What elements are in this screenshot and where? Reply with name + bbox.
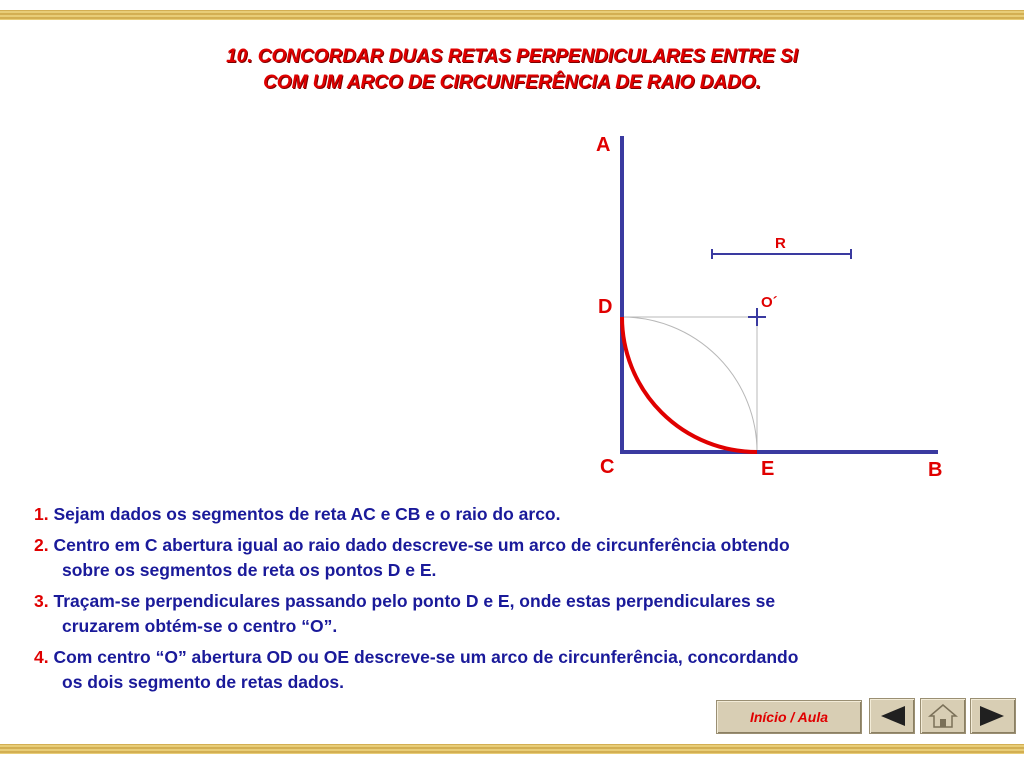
label-point-b: B [928, 459, 943, 481]
title-line-2: COM UM ARCO DE CIRCUNFERÊNCIA DE RAIO DADO. [263, 72, 761, 93]
home-icon [928, 703, 958, 729]
step-2-number: 2. [34, 535, 49, 555]
previous-button[interactable] [869, 698, 915, 734]
step-2-continuation: sobre os segmentos de reta os pontos D e E. [62, 560, 437, 580]
label-point-a: A [596, 134, 611, 156]
title-line-1: 10. CONCORDAR DUAS RETAS PERPENDICULARES ENTRE SI [226, 46, 798, 67]
step-4-text: Com centro “O” abertura OD ou OE descreve-se um arco de circunferência, concordando [53, 647, 799, 667]
step-3-text: Traçam-se perpendiculares passando pelo ponto D e E, onde estas perpendiculares se [53, 591, 776, 611]
step-1 [34, 502, 994, 527]
inicio-aula-label: Início / Aula [749, 709, 829, 725]
step-4-continuation: os dois segmento de retas dados. [62, 672, 345, 692]
step-3 [34, 589, 994, 639]
step-1-text: Sejam dados os segmentos de reta AC e CB e o raio do arco. [53, 504, 561, 524]
step-2 [34, 533, 994, 583]
instruction-steps [34, 502, 994, 701]
next-icon [978, 704, 1008, 728]
tangent-arc [622, 317, 757, 452]
step-4 [34, 645, 994, 695]
step-1-number: 1. [34, 504, 49, 524]
step-3-continuation: cruzarem obtém-se o centro “O”. [62, 616, 338, 636]
home-button[interactable] [920, 698, 966, 734]
label-point-e: E [761, 458, 775, 480]
next-button[interactable] [970, 698, 1016, 734]
bottom-decorative-bar [0, 744, 1024, 754]
label-radius-r: R [775, 235, 786, 252]
label-point-c: C [600, 456, 615, 478]
inicio-aula-button[interactable] [716, 700, 862, 734]
previous-icon [877, 704, 907, 728]
label-center-o: O´ [761, 294, 778, 311]
step-2-text: Centro em C abertura igual ao raio dado descreve-se um arco de circunferência obtendo [53, 535, 790, 555]
label-point-d: D [598, 296, 613, 318]
step-4-number: 4. [34, 647, 49, 667]
step-3-number: 3. [34, 591, 49, 611]
